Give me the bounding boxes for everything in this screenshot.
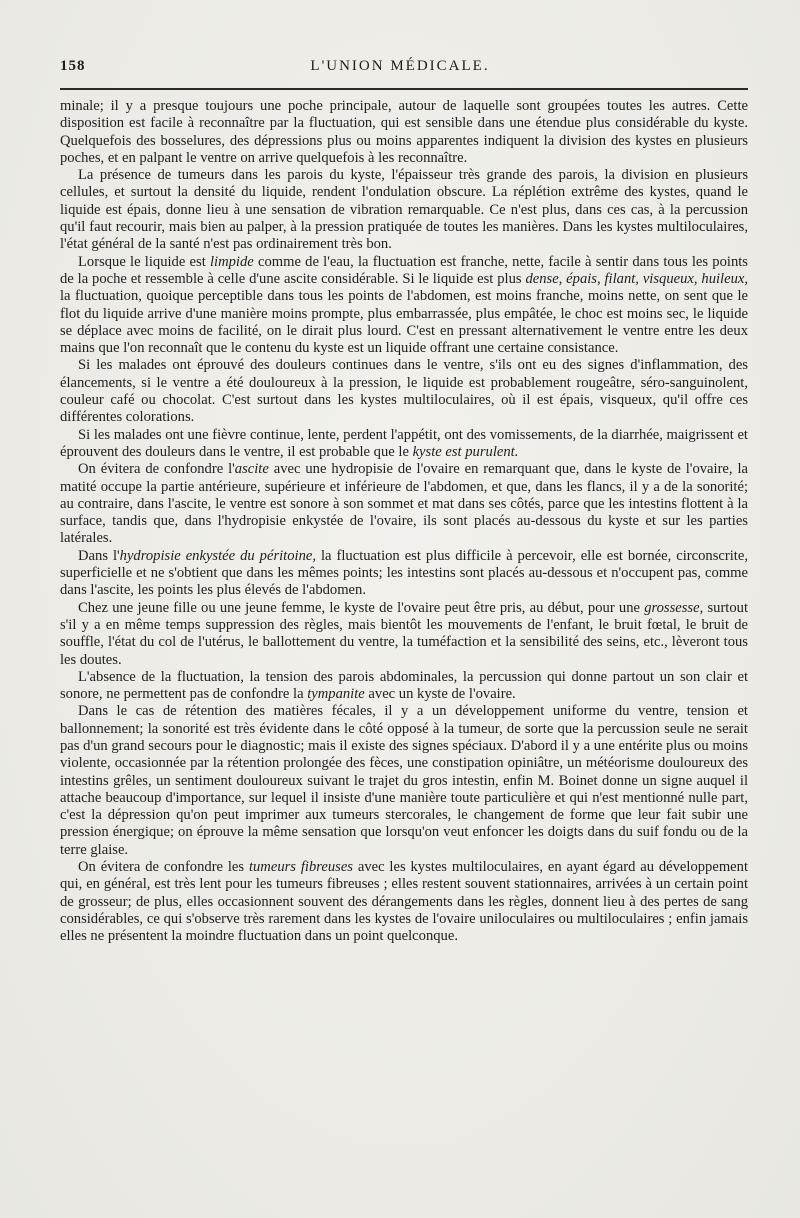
text-segment: On évitera de confondre les — [78, 859, 249, 876]
text-segment: comme de l'eau, la fluctuation est franche, nette, facile à sentir dans tous les points de la poche et ressemble à celle d'une ascite considérable. Si le liquide est plus — [60, 253, 748, 287]
text-segment: la fluctuation, quoique perceptible dans tous les points de l'abdomen, est moins franche, moins nette, on sent que le flot du liquide arrive d'une manière moins prompte, plus embarrassée, plus empâtée, le choc est moins sec, le liquide se déplace avec moins de facilité, on le dirait plus lourd. C'est en pressant alternativement le ventre entre les deux mains que l'on reconnaît que le contenu du kyste est un liquide offrant une certaine consistance. — [60, 288, 748, 357]
text-segment: L'absence de la fluctuation, la tension des parois abdominales, la percussion qui donne partout un son clair et sonore, ne permettent pas de confondre la — [60, 668, 748, 703]
text-segment: Lorsque le liquide est — [78, 253, 210, 270]
paragraph-p6 — [60, 461, 748, 547]
paragraph-p9 — [60, 669, 748, 704]
italic-text: dense, épais, filant, visqueux, huileux, — [525, 270, 748, 287]
paragraph-p3 — [60, 254, 748, 358]
italic-text: grossesse, — [644, 599, 704, 616]
italic-text: tumeurs fibreuses — [248, 859, 353, 876]
text-segment: minale; il y a presque toujours une poche principale, autour de laquelle sont groupées toutes les autres. Cette disposition est facile à reconnaître par la fluctuation, qui est sensible dans une étendue plus considérable du kyste. Quelquefois des bosselures, des dépressions plus ou moins apparentes indiquent la division des kystes en plusieurs poches, et en palpant le ventre on arrive quelquefois à les reconnaître. — [60, 98, 748, 166]
text-segment: Chez une jeune fille ou une jeune femme, le kyste de l'ovaire peut être pris, au début, pour une — [78, 599, 645, 616]
text-segment: avec un kyste de l'ovaire. — [364, 686, 516, 703]
text-segment: la fluctuation est plus difficile à percevoir, elle est bornée, circonscrite, superficielle et ne s'obtient que dans les mêmes points; les intestins sont placés au-dessous et n'occupent pas, comme dans l'ascite, les points les plus élevés de l'abdomen. — [60, 547, 748, 599]
page-header — [60, 58, 740, 82]
paragraph-p4 — [60, 357, 748, 426]
text-segment: Si les malades ont éprouvé des douleurs continues dans le ventre, s'ils ont eu des signes d'inflammation, des élancements, si le ventre a été douloureux à la pression, le liquide est probablement rougeâtre, séro-sanguinolent, couleur café ou chocolat. C'est surtout dans les kystes multiloculaires, où il est épais, visqueux, qu'il offre ces différentes colorations. — [60, 357, 748, 426]
text-segment: avec une hydropisie de l'ovaire en remarquant que, dans le kyste de l'ovaire, la matité occupe la partie antérieure, supérieure et inférieure de l'abdomen, et que, dans les flancs, il y a de la sonorité; au contraire, dans l'ascite, le ventre est sonore à son sommet et mat dans ses côtés, parce que les intestins flottent à la surface, tandis que, dans l'hydropisie enkystée de l'ovaire, ils sont placés au-dessous du kyste et sur les parties latérales. — [60, 461, 748, 547]
italic-text: limpide — [209, 253, 254, 270]
paragraph-p5 — [60, 427, 748, 462]
body-text — [60, 98, 748, 946]
text-segment: La présence de tumeurs dans les parois du kyste, l'épaisseur très grande des parois, la division en plusieurs cellules, et surtout la densité du liquide, rendent l'ondulation obscure. La réplétion extrême des kystes, quand le liquide est épais, donne lieu à une sensation de vibration remarquable. Ce n'est plus, dans ces cas, à la percussion qu'il faut recourir, mais bien au palper, à la pression pratiquée de toutes les manières. Dans les kystes multiloculaires, l'état général de la santé n'est pas ordinairement très bon. — [60, 167, 748, 253]
text-segment: surtout s'il y a en même temps suppression des règles, mais bientôt les mouvements de l'enfant, le bruit fœtal, le bruit de souffle, l'état du col de l'utérus, le ballottement du ventre, la tuméfaction et la sensibilité des seins, etc., lèveront tous les doutes. — [60, 599, 749, 668]
paragraph-p2 — [60, 167, 748, 253]
running-title: L'UNION MÉDICALE. — [310, 58, 490, 74]
paragraph-p1 — [60, 98, 748, 167]
text-segment: Si les malades ont une fièvre continue, lente, perdent l'appétit, ont des vomissements, de la diarrhée, maigrissent et éprouvent des douleurs dans le ventre, il est probable que le — [60, 426, 748, 460]
paragraph-p8 — [60, 600, 748, 669]
text-segment: On évitera de confondre l' — [78, 461, 235, 478]
italic-text: kyste est purulent. — [412, 443, 519, 460]
paragraph-p7 — [60, 548, 748, 600]
paragraph-p11 — [60, 859, 748, 945]
header-rule — [60, 88, 748, 90]
text-segment: Dans le cas de rétention des matières fécales, il y a un développement uniforme du ventre, tension et ballonnement; la sonorité est très évidente dans le côté opposé à la tumeur, de sorte que la percussion seule ne serait pas d'un grand secours pour le diagnostic; mais il existe des signes spéciaux. D'abord il y a une entérite plus ou moins violente, occasionnée par la rétention prolongée des fèces, une constipation opiniâtre, un météorisme douloureux des intestins grêles, un sentiment douloureux suivant le trajet du gros intestin, enfin M. Boinet donne un signe auquel il attache beaucoup d'importance, sur lequel il insiste d'une manière toute particulière et qui n'est mentionné nulle part, c'est la dépression qu'on peut imprimer aux tumeurs stercorales, le changement de forme que leur fait subir une pression énergique; on éprouve la même sensation que lorsqu'on veut enfoncer les doigts dans du suif fondu ou de la terre glaise. — [60, 703, 748, 858]
italic-text: ascite — [234, 461, 269, 478]
page-number: 158 — [60, 58, 86, 74]
italic-text: hydropisie enkystée du péritoine, — [119, 547, 317, 564]
text-segment: Dans l' — [78, 547, 120, 564]
text-segment: avec les kystes multiloculaires, en ayant égard au développement qui, en général, est très lent pour les tumeurs fibreuses ; elles restent souvent stationnaires, arrivées à un certain point de grosseur; de plus, elles occasionnent souvent des dérangements dans les règles, donnent lieu à des pertes de sang considérables, ce qui s'observe très rarement dans les kystes de l'ovaire uniloculaires ou multiloculaires ; enfin jamais elles ne présentent la moindre fluctuation dans un point quelconque. — [60, 859, 748, 945]
italic-text: tympanite — [307, 686, 365, 703]
paragraph-p10 — [60, 703, 748, 859]
